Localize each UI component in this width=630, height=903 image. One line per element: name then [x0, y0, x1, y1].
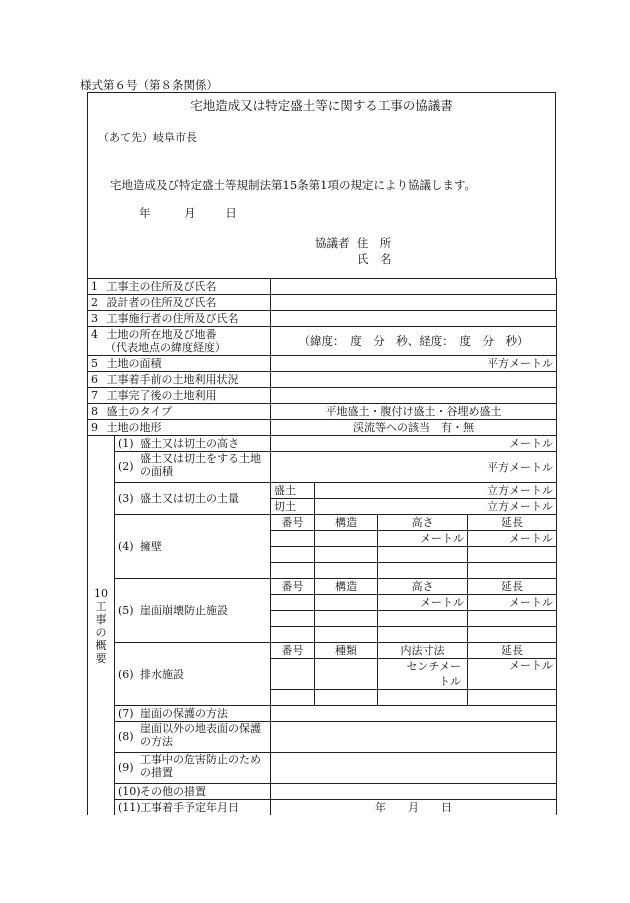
header-structure: 構造	[315, 579, 378, 595]
table-row	[88, 452, 557, 483]
cell[interactable]	[378, 563, 468, 579]
cell[interactable]	[271, 595, 315, 611]
cell[interactable]	[468, 547, 557, 563]
form-number: 様式第６号（第８条関係）	[80, 78, 218, 92]
table-row	[88, 436, 557, 452]
table-row	[88, 800, 557, 816]
table-row	[88, 515, 557, 531]
row-value[interactable]	[271, 279, 557, 295]
height-unit[interactable]: メートル	[378, 595, 468, 611]
row-value[interactable]	[271, 722, 557, 753]
item-label: (6) 排水施設	[115, 643, 271, 706]
cell[interactable]	[315, 595, 378, 611]
cell[interactable]	[271, 659, 315, 690]
table-row	[88, 311, 557, 327]
table-row	[88, 356, 557, 372]
item-label: (3) 盛土又は切土の土量	[115, 483, 271, 515]
height-unit[interactable]: メートル	[271, 436, 557, 452]
item-label: (2) 盛土又は切土をする土地の面積	[115, 452, 271, 483]
consultant-label: 協議者	[315, 236, 350, 250]
row-value[interactable]	[271, 311, 557, 327]
item-label: (11)工事着手予定年月日	[115, 800, 271, 816]
table-row	[88, 388, 557, 404]
table-row	[88, 372, 557, 388]
consultant-address-label: 住 所	[356, 236, 392, 250]
addressee: （あて先）岐阜市長	[98, 131, 197, 144]
table-row	[88, 295, 557, 311]
cell[interactable]	[468, 627, 557, 643]
row-value[interactable]	[271, 706, 557, 722]
header-number: 番号	[271, 643, 315, 659]
terrain-options[interactable]: 渓流等への該当 有・無	[271, 420, 557, 436]
item-label: (4) 擁壁	[115, 515, 271, 579]
length-unit[interactable]: メートル	[468, 659, 557, 690]
table-row	[88, 722, 557, 753]
table-row	[88, 420, 557, 436]
cut-label: 切土	[271, 499, 315, 515]
row-label: 2 設計者の住所及び氏名	[88, 295, 271, 311]
row-value[interactable]	[271, 295, 557, 311]
date-year: 年	[139, 206, 151, 220]
cell[interactable]	[315, 611, 378, 627]
header-number: 番号	[271, 579, 315, 595]
row-label: 4 土地の所在地及び地番 （代表地点の緯度経度）	[88, 327, 271, 356]
header-structure: 構造	[315, 515, 378, 531]
form-header	[87, 92, 556, 278]
document-title: 宅地造成又は特定盛土等に関する工事の協議書	[190, 98, 453, 113]
row-label: 8 盛土のタイプ	[88, 404, 271, 420]
consultant-block	[315, 235, 392, 267]
cell[interactable]	[315, 531, 378, 547]
cell[interactable]	[468, 690, 557, 706]
cell[interactable]	[271, 547, 315, 563]
header-length: 延長	[468, 579, 557, 595]
row-label: 7 工事完了後の土地利用	[88, 388, 271, 404]
cell[interactable]	[271, 627, 315, 643]
date-month: 月	[184, 206, 196, 220]
date-day: 日	[225, 206, 237, 220]
area-unit[interactable]: 平方メートル	[271, 452, 557, 483]
row-value[interactable]	[271, 753, 557, 784]
cell[interactable]	[468, 611, 557, 627]
fill-label: 盛土	[271, 483, 315, 499]
coordinates-value[interactable]: （緯度： 度 分 秒、経度： 度 分 秒）	[271, 327, 557, 356]
cell[interactable]	[378, 690, 468, 706]
table-row	[88, 579, 557, 595]
start-date-value[interactable]: 年 月 日	[271, 800, 557, 816]
header-number: 番号	[271, 515, 315, 531]
item-label: (1) 盛土又は切土の高さ	[115, 436, 271, 452]
item-label: (9) 工事中の危害防止のための措置	[115, 753, 271, 784]
table-row	[88, 327, 557, 356]
item-label: (8) 崖面以外の地表面の保護の方法	[115, 722, 271, 753]
table-row	[88, 483, 557, 499]
row-label: 3 工事施行者の住所及び氏名	[88, 311, 271, 327]
cell[interactable]	[468, 563, 557, 579]
table-row	[88, 404, 557, 420]
cell[interactable]	[378, 611, 468, 627]
header-inner-size: 内法寸法	[378, 643, 468, 659]
form-table	[87, 278, 557, 815]
table-row	[88, 643, 557, 659]
item-label: (5) 崖面崩壊防止施設	[115, 579, 271, 643]
row-value[interactable]	[271, 372, 557, 388]
header-height: 高さ	[378, 579, 468, 595]
consultant-name-label: 氏 名	[357, 252, 392, 266]
cell[interactable]	[315, 627, 378, 643]
header-length: 延長	[468, 643, 557, 659]
length-unit[interactable]: メートル	[468, 595, 557, 611]
length-unit[interactable]: メートル	[468, 531, 557, 547]
cell[interactable]	[315, 690, 378, 706]
header-type: 種類	[315, 643, 378, 659]
header-height: 高さ	[378, 515, 468, 531]
item-label: (7) 崖面の保護の方法	[115, 706, 271, 722]
body-text: 宅地造成及び特定盛土等規制法第15条第1項の規定により協議します。	[110, 178, 477, 192]
section10-label: 10 工 事 の 概 要	[88, 436, 115, 816]
item-label: (10)その他の措置	[115, 784, 271, 800]
cell[interactable]	[315, 563, 378, 579]
row-label: 9 土地の地形	[88, 420, 271, 436]
height-unit[interactable]: メートル	[378, 531, 468, 547]
table-row	[88, 706, 557, 722]
row-label: 6 工事着手前の土地利用状況	[88, 372, 271, 388]
fill-type-options[interactable]: 平地盛土・腹付け盛土・谷埋め盛土	[271, 404, 557, 420]
cell[interactable]	[315, 659, 378, 690]
area-unit[interactable]: 平方メートル	[271, 356, 557, 372]
cell[interactable]	[271, 611, 315, 627]
cut-volume-unit[interactable]: 立方メートル	[315, 499, 557, 515]
row-label: 1 工事主の住所及び氏名	[88, 279, 271, 295]
cell[interactable]	[271, 563, 315, 579]
cell[interactable]	[271, 690, 315, 706]
table-row	[88, 279, 557, 295]
cell[interactable]	[378, 627, 468, 643]
row-value[interactable]	[271, 388, 557, 404]
cell[interactable]	[378, 547, 468, 563]
row-value[interactable]	[271, 784, 557, 800]
header-length: 延長	[468, 515, 557, 531]
row-label: 5 土地の面積	[88, 356, 271, 372]
table-row	[88, 784, 557, 800]
date-line	[136, 205, 237, 221]
fill-volume-unit[interactable]: 立方メートル	[315, 483, 557, 499]
cell[interactable]	[271, 531, 315, 547]
size-unit[interactable]: センチメートル	[378, 659, 468, 690]
table-row	[88, 753, 557, 784]
cell[interactable]	[315, 547, 378, 563]
